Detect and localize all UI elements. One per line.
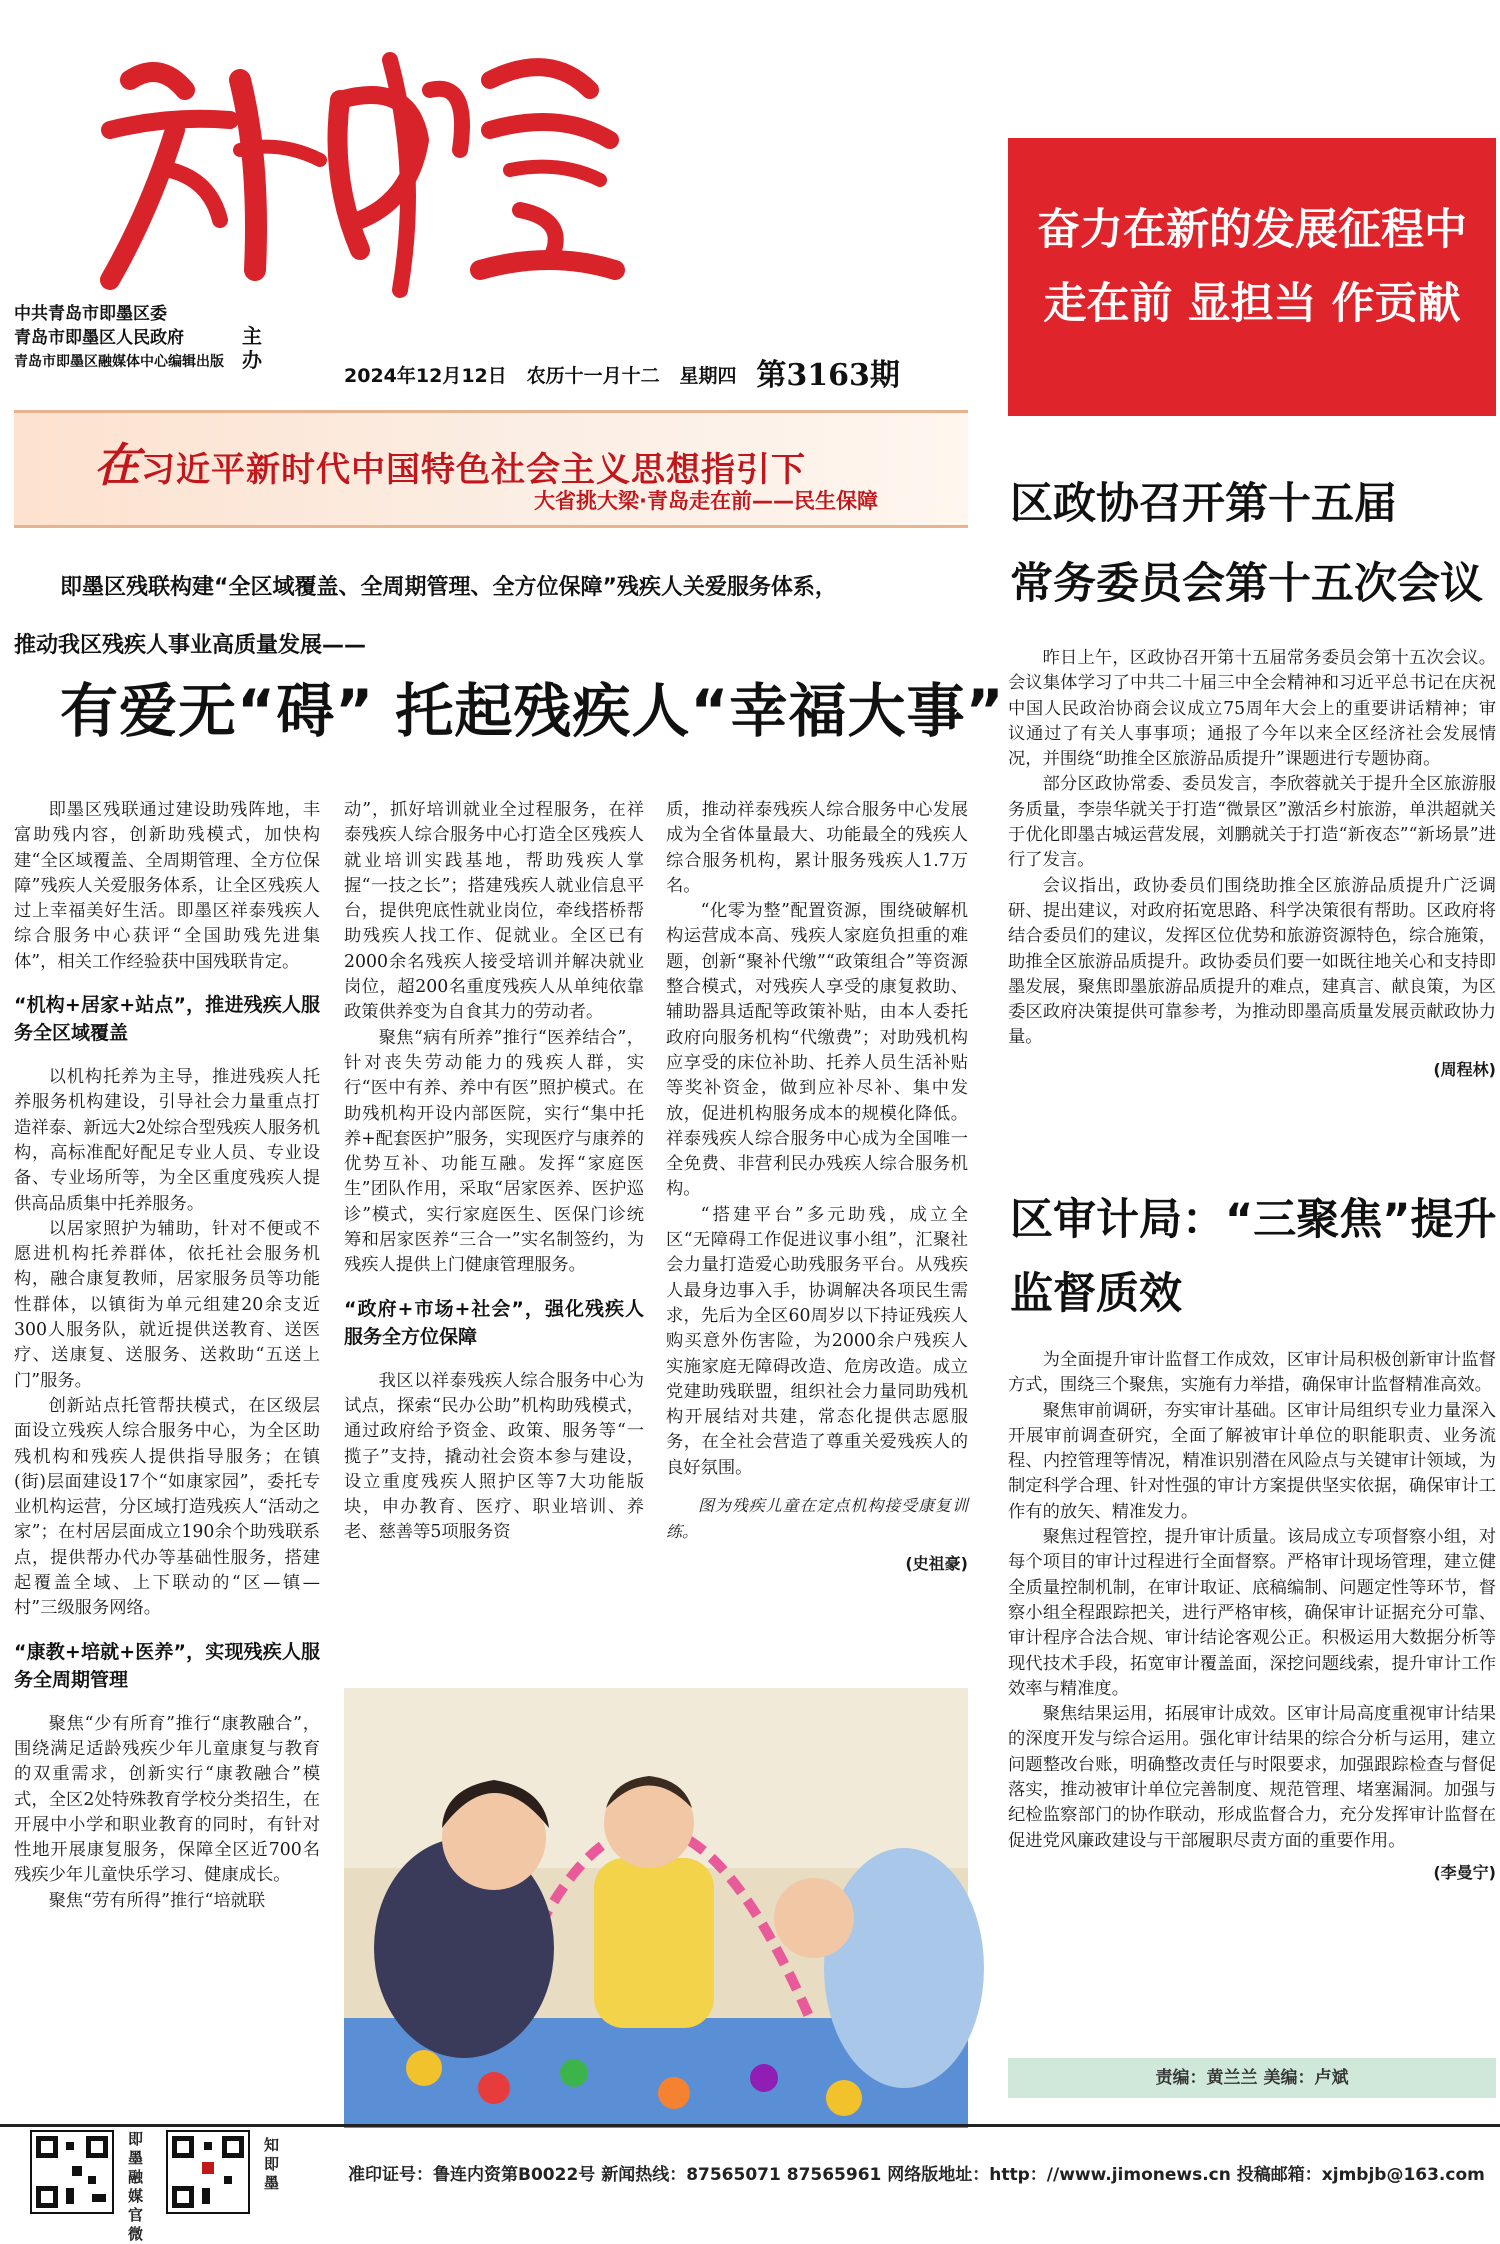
publisher-line-2: 青岛市即墨区人民政府 — [14, 328, 184, 348]
article3-headline-2: 监督质效 — [1010, 1269, 1182, 1319]
paragraph: 动”，抓好培训就业全过程服务，在祥泰残疾人综合服务中心打造全区残疾人就业培训实践基地，帮助残疾人掌握“一技之长”；搭建残疾人就业信息平台，提供兜底性就业岗位，牵线搭桥帮助残疾人找工作、促就业。全区已有2000余名残疾人接受培训并解决就业岗位，超200名重度残疾人从单纯依靠政策供养变为自食其力的劳动者。 — [344, 800, 644, 1023]
footer-info: 准印证号：鲁连内资第B0022号 新闻热线：87565071 87565961 网络版地址：http：//www.jimonews.cn 投稿邮箱：xjmbjb@163.com — [348, 2165, 1485, 2185]
paragraph: 我区以祥泰残疾人综合服务中心为试点，探索“民办公助”机构助残模式，通过政府给予资金、政策、服务等“一揽子”支持，撬动社会资本参与建设，设立重度残疾人照护区等7大功能版块，申办教育、医疗、职业培训、养老、慈善等5项服务资 — [344, 1370, 644, 1543]
paragraph: 会议指出，政协委员们围绕助推全区旅游品质提升广泛调研、提出建议，对政府拓宽思路、科学决策很有帮助。区政府将结合委员们的建议，发挥区位优势和旅游资源特色，综合施策，助推全区旅游品质提升。政协委员们要一如既往地关心和支持即墨发展，聚焦即墨旅游品质提升的难点，建真言、献良策，为区委区政府决策提供可靠参考，为推动即墨高质量发展贡献政协力量。 — [1008, 875, 1496, 1048]
lead-headline: 有爱无“碍” 托起残疾人“幸福大事” — [60, 677, 1005, 745]
host-label: 主办 — [242, 324, 262, 372]
paragraph: 聚焦过程管控，提升审计质量。该局成立专项督察小组，对每个项目的审计过程进行全面督察。严格审计现场管理，建立健全质量控制机制，在审计取证、底稿编制、问题定性等环节，督察小组全程跟踪把关，进行严格审核，确保审计证据充分可靠、审计程序合法合规、审计结论客观公正。积极运用大数据分析等现代技术手段，拓宽审计覆盖面，深挖问题线索，提升审计工作效率与精准度。 — [1008, 1527, 1496, 1699]
subheading: “政府+市场+社会”，强化残疾人服务全方位保障 — [344, 1297, 644, 1348]
dateline — [344, 350, 900, 394]
paragraph: 即墨区残联通过建设助残阵地，丰富助残内容，创新助残模式，加快构建“全区域覆盖、全周期管理、全方位保障”残疾人关爱服务体系，让全区残疾人过上幸福美好生活。即墨区祥泰残疾人综合服务中心获评“全国助残先进集体”，相关工作经验获中国残联肯定。 — [14, 800, 320, 972]
banner-first-char: 在 — [94, 438, 141, 492]
article2-body — [1008, 646, 1496, 1126]
children-playing-photo — [344, 1688, 968, 2128]
lead-column-1 — [14, 798, 320, 2100]
publisher-line-1: 中共青岛市即墨区委 — [14, 304, 167, 324]
paragraph: “化零为整”配置资源，围绕破解机构运营成本高、残疾人家庭负担重的难题，创新“聚补代缴”“政策组合”等资源整合模式，对残疾人享受的康复救助、辅助器具适配等政策补贴，由本人委托政府向服务机构“代缴费”；对助残机构应享受的床位补助、托养人员生活补贴等奖补资金，做到应补尽补、集中发放，促进机构服务成本的规模化降低。祥泰残疾人综合服务中心成为全国唯一全免费、非营利民办残疾人综合服务机构。 — [666, 901, 968, 1200]
byline: (史祖豪) — [905, 1554, 968, 1574]
paragraph: “搭建平台”多元助残，成立全区“无障碍工作促进议事小组”，汇聚社会力量打造爱心助残服务平台。从残疾人最身边事入手，协调解决各项民生需求，先后为全区60周岁以下持证残疾人购买意外伤害险，为2000余户残疾人实施家庭无障碍改造、危房改造。成立党建助残联盟，组织社会力量同助残机构开展结对共建，常态化提供志愿服务，在全社会营造了尊重关爱残疾人的良好氛围。 — [666, 1204, 968, 1478]
paragraph: 聚焦审前调研，夯实审计基础。区审计局组织专业力量深入开展审前调查研究，全面了解被审计单位的职能职责、业务流程、内控管理等情况，精准识别潜在风险点与关键审计领域，为制定科学合理、针对性强的审计方案提供坚实依据，确保审计工作有的放矢、精准发力。 — [1008, 1400, 1496, 1522]
masthead-calligraphy — [90, 20, 620, 300]
paragraph: 为全面提升审计监督工作成效，区审计局积极创新审计监督方式，围绕三个聚焦，实施有力举措，确保审计监督精准高效。 — [1008, 1350, 1496, 1396]
qr-code-icon — [166, 2130, 250, 2214]
qr-code-icon — [30, 2130, 114, 2214]
byline: (李曼宁) — [1433, 1862, 1496, 1882]
qr1-label: 即墨融媒官微 — [128, 2130, 144, 2243]
issue-number: 第3163期 — [756, 358, 900, 393]
article3-body — [1008, 1348, 1496, 2048]
banner-subtitle: 大省挑大梁·青岛走在前——民生保障 — [534, 489, 878, 513]
article2-headline-2: 常务委员会第十五次会议 — [1010, 559, 1483, 609]
slogan-line-1: 奋力在新的发展征程中 — [1037, 205, 1467, 255]
qr-pattern — [32, 2132, 112, 2212]
footer-rule — [0, 2124, 1500, 2127]
issue-date: 2024年12月12日 — [344, 365, 507, 387]
photo-caption: 图为残疾儿童在定点机构接受康复训练。 — [666, 1496, 968, 1542]
byline: (周程林) — [1433, 1059, 1496, 1079]
lead-kicker-1: 即墨区残联构建“全区域覆盖、全周期管理、全方位保障”残疾人关爱服务体系， — [60, 575, 837, 600]
banner-title-rest: 习近平新时代中国特色社会主义思想指引下 — [141, 450, 806, 490]
paragraph: 创新站点托管帮扶模式，在区级层面设立残疾人综合服务中心，为全区助残机构和残疾人提供指导服务；在镇(街)层面建设17个“如康家园”，委托专业机构运营，分区域打造残疾人“活动之家”；在村居层面成立190余个助残联系点，提供帮办代办等基础性服务，搭建起覆盖全域、上下联动的“区—镇—村”三级服务网络。 — [14, 1395, 320, 1619]
publisher-line-3: 青岛市即墨区融媒体中心编辑出版 — [14, 354, 224, 370]
editors-bar: 责编：黄兰兰 美编：卢斌 — [1008, 2058, 1496, 2098]
paragraph: 部分区政协常委、委员发言，李欣蓉就关于提升全区旅游服务质量，李崇华就关于打造“微景区”激活乡村旅游，单洪超就关于优化即墨古城运营发展，刘鹏就关于打造“新夜态”“新场景”进行了发言。 — [1008, 774, 1496, 871]
photo-illustration — [344, 1688, 968, 2128]
qr-pattern — [168, 2132, 248, 2212]
lead-column-3 — [666, 798, 968, 1670]
subheading: “康教+培就+医养”，实现残疾人服务全周期管理 — [14, 1640, 320, 1691]
paragraph: 以居家照护为辅助，针对不便或不愿进机构托养群体，依托社会服务机构，融合康复教师，居家服务员等功能性群体，以镇街为单元组建20余支近300人服务队，就近提供送教育、送医疗、送康复、送服务、送救助“五送上门”服务。 — [14, 1218, 320, 1391]
publisher-block — [14, 302, 262, 374]
article2-headline-1: 区政协召开第十五届 — [1010, 479, 1397, 529]
qr2-label: 知即墨 — [264, 2136, 280, 2192]
masthead-logo — [90, 20, 620, 300]
lead-kicker-2: 推动我区残疾人事业高质量发展—— — [14, 633, 367, 658]
slogan-box — [1008, 138, 1496, 416]
paragraph: 聚焦结果运用，拓展审计成效。区审计局高度重视审计结果的深度开发与综合运用。强化审计结果的综合分析与运用，建立问题整改台账，明确整改责任与时限要求，加强跟踪检查与督促落实，推动被审计单位完善制度、规范管理、堵塞漏洞。加强与纪检监察部门的协作联动，形成监督合力，充分发挥审计监督在促进党风廉政建设与干部履职尽责方面的重要作用。 — [1008, 1704, 1496, 1851]
paragraph: 聚焦“少有所育”推行“康教融合”，围绕满足适龄残疾少年儿童康复与教育的双重需求，创新实行“康教融合”模式，全区2处特殊教育学校分类招生，在开展中小学和职业教育的同时，有针对性地开展康复服务，保障全区近700名残疾少年儿童快乐学习、健康成长。 — [14, 1713, 320, 1886]
lead-column-2 — [344, 798, 644, 1670]
paragraph: 聚焦“病有所养”推行“医养结合”，针对丧失劳动能力的残疾人群，实行“医中有养、养中有医”照护模式。在助残机构开设内部医院，实行“集中托养+配套医护”服务，实现医疗与康养的优势互补、功能互融。发挥“家庭医生”团队作用，采取“居家医养、医护巡诊”模式，实行家庭医生、医保门诊统筹和居家医养“三合一”实名制签约，为残疾人提供上门健康管理服务。 — [344, 1027, 644, 1276]
paragraph: 聚焦“劳有所得”推行“培就联 — [48, 1890, 266, 1911]
article3-headline-1: 区审计局：“三聚焦”提升 — [1010, 1195, 1497, 1245]
lunar-date: 农历十一月十二 — [526, 365, 660, 387]
paragraph: 以机构托养为主导，推进残疾人托养服务机构建设，引导社会力量重点打造祥泰、新远大2处综合型残疾人服务机构，高标准配好配足专业人员、专业设备、专业场所等，为全区重度残疾人提供高品质集中托养服务。 — [14, 1067, 320, 1214]
weekday: 星期四 — [679, 365, 737, 387]
subheading: “机构+居家+站点”，推进残疾人服务全区域覆盖 — [14, 994, 320, 1045]
theme-banner — [14, 410, 968, 528]
paragraph: 质，推动祥泰残疾人综合服务中心发展成为全省体量最大、功能最全的残疾人综合服务机构，累计服务残疾人1.7万名。 — [666, 800, 968, 896]
paragraph: 昨日上午，区政协召开第十五届常务委员会第十五次会议。会议集体学习了中共二十届三中全会精神和习近平总书记在庆祝中国人民政治协商会议成立75周年大会上的重要讲话精神；审议通过了有关人事事项；通报了今年以来全区经济社会发展情况，并围绕“助推全区旅游品质提升”课题进行专题协商。 — [1008, 648, 1496, 770]
slogan-line-2: 走在前 显担当 作贡献 — [1043, 279, 1461, 329]
